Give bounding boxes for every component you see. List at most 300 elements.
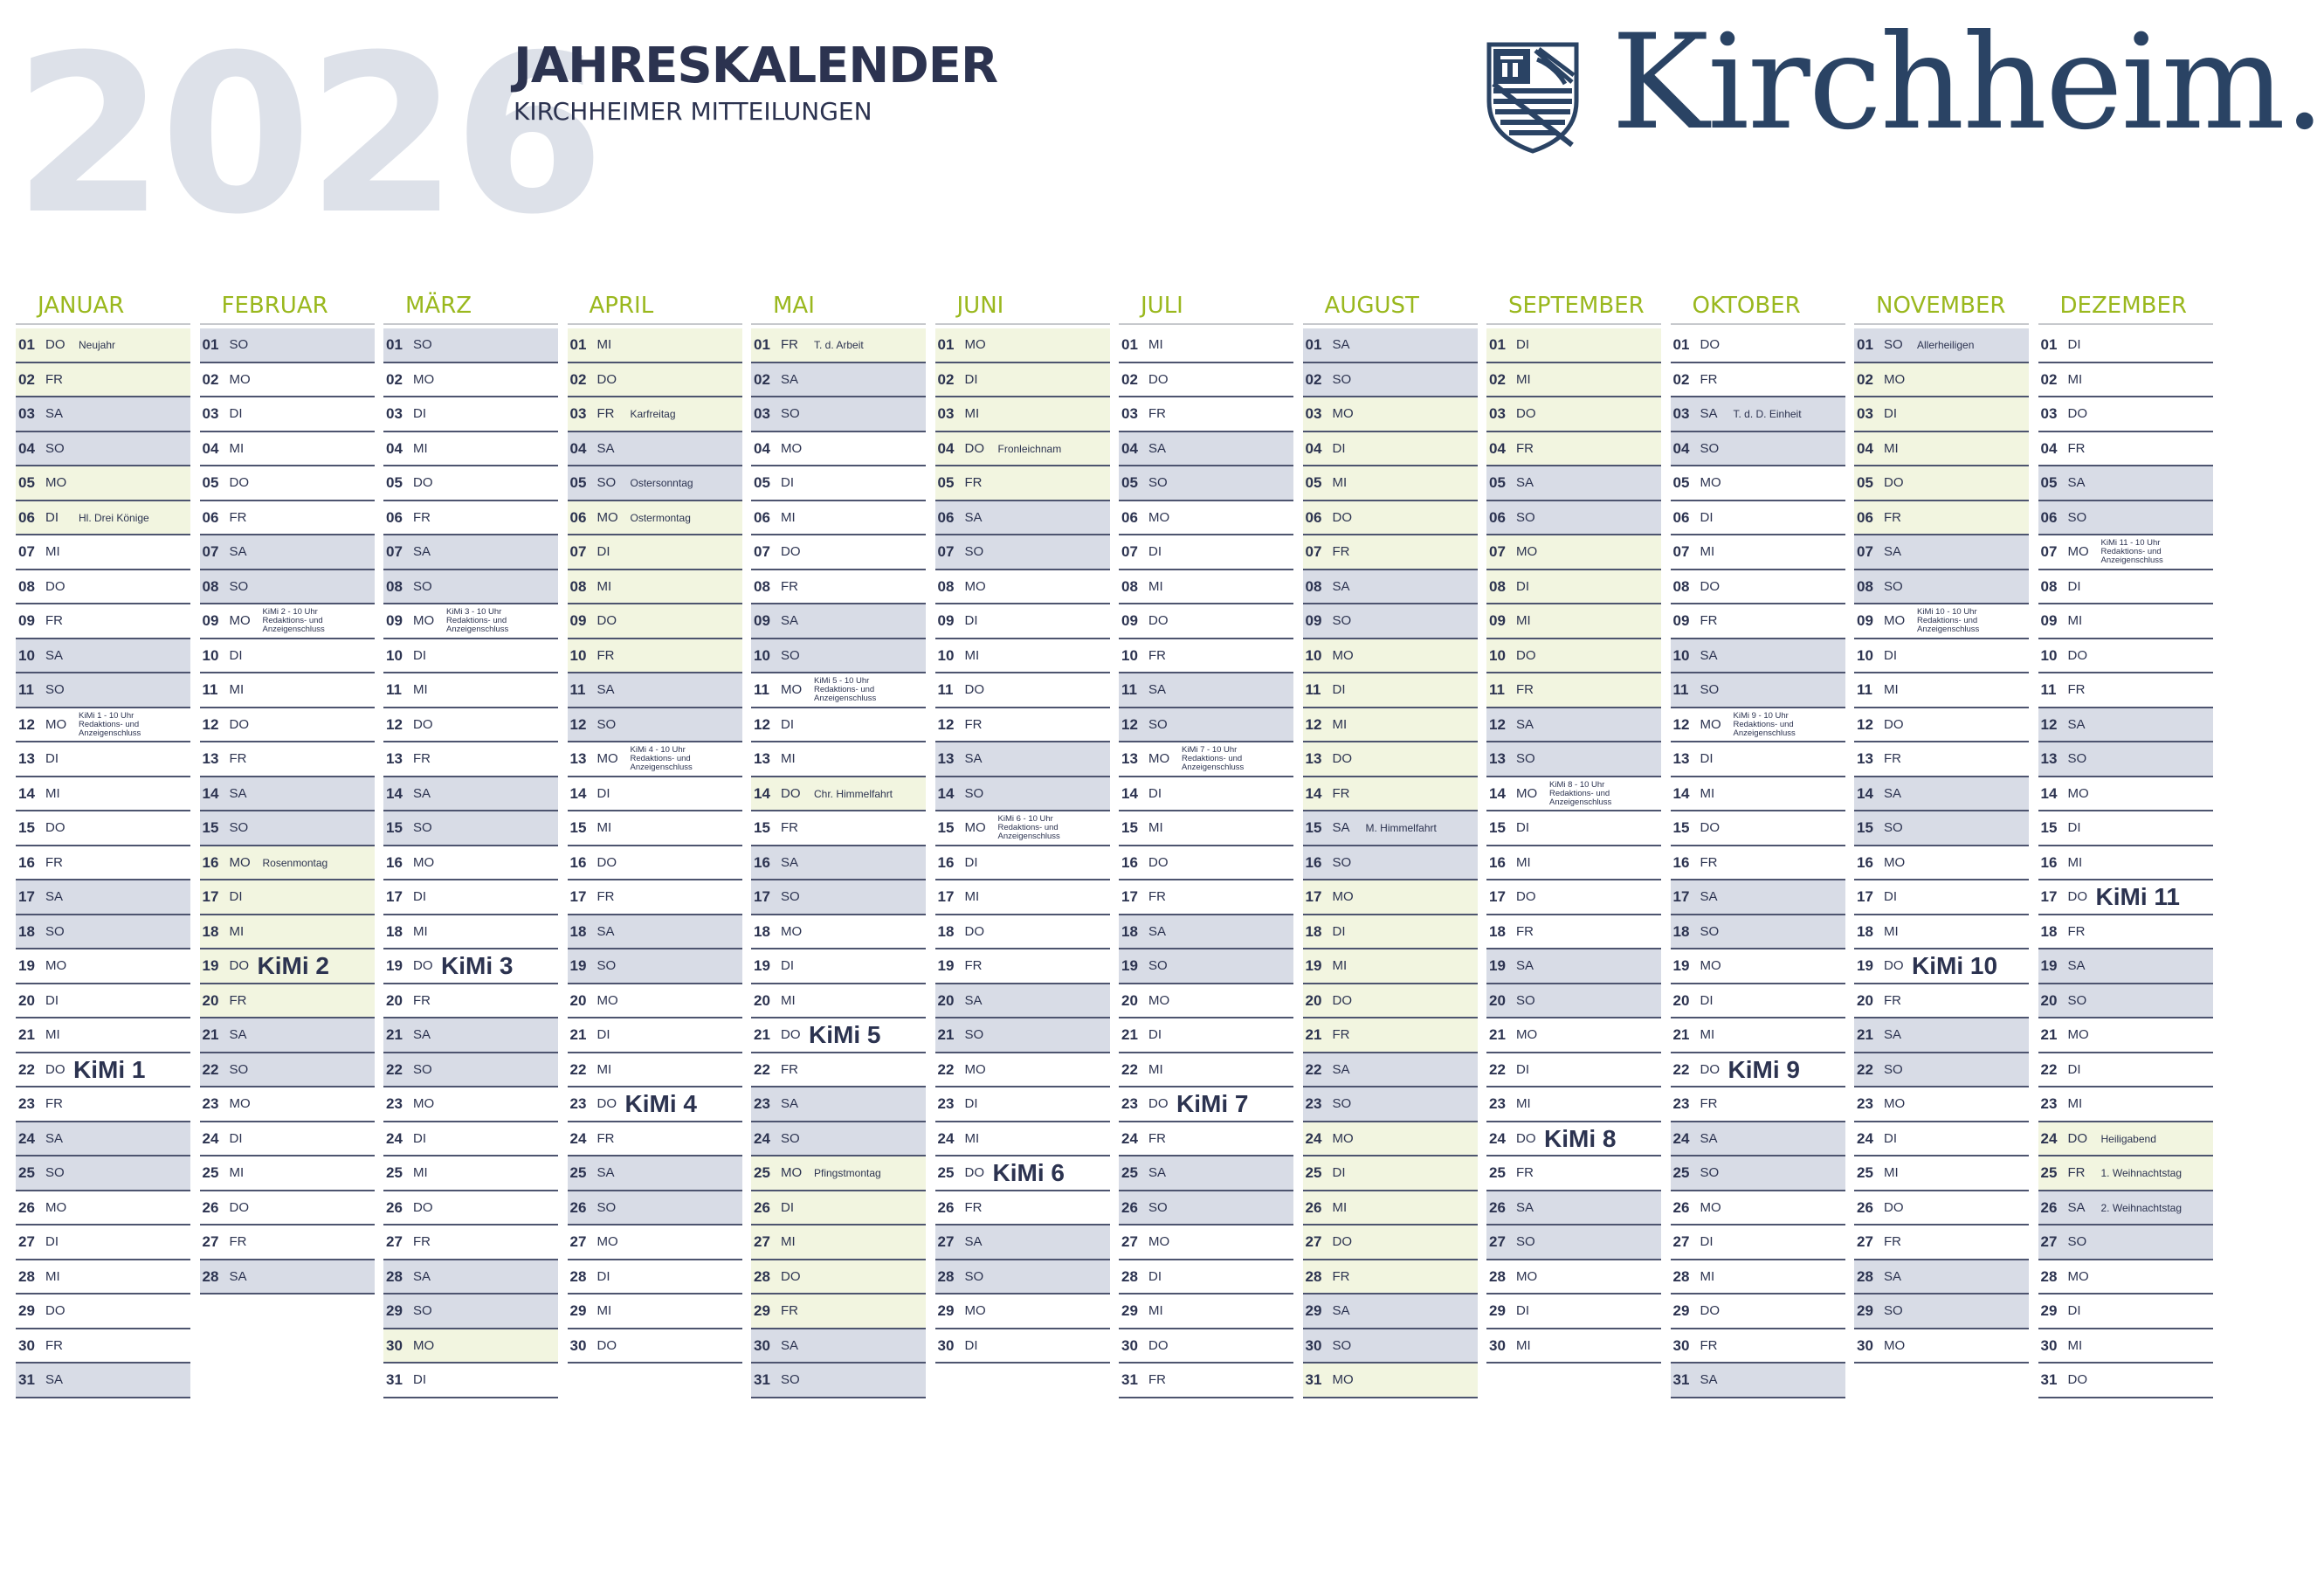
day-row: [935, 1294, 1110, 1329]
day-row: [935, 880, 1110, 915]
weekday-label: SA: [1700, 889, 1718, 904]
day-row: [568, 1087, 742, 1122]
day-number: 13: [1672, 750, 1690, 767]
weekday-label: DI: [413, 889, 426, 904]
month-name: MAI: [751, 288, 926, 325]
weekday-label: DO: [1148, 1096, 1169, 1111]
holiday-label: Rosenmontag: [262, 856, 328, 869]
day-row: [1119, 777, 1293, 812]
weekday-label: MO: [1148, 509, 1170, 525]
day-number: 12: [1489, 715, 1506, 733]
weekday-label: DI: [1884, 406, 1897, 421]
month-name: APRIL: [568, 288, 742, 325]
weekday-label: MI: [964, 647, 980, 663]
day-row: [2038, 1260, 2213, 1295]
day-number: 08: [1121, 577, 1138, 595]
day-number: 22: [754, 1060, 770, 1078]
day-row: [1119, 708, 1293, 743]
day-number: 05: [937, 474, 955, 491]
day-row: [935, 363, 1110, 398]
weekday-label: FR: [1332, 785, 1350, 801]
day-number: 15: [1121, 819, 1138, 836]
day-number: 12: [569, 715, 587, 733]
day-number: 27: [1121, 1233, 1138, 1250]
day-number: 28: [386, 1267, 403, 1285]
day-row: [1486, 1122, 1661, 1157]
day-number: 27: [1857, 1233, 1873, 1250]
weekday-label: FR: [597, 889, 615, 904]
day-number: 12: [18, 715, 35, 733]
day-number: 26: [18, 1198, 35, 1216]
day-number: 26: [569, 1198, 587, 1216]
weekday-label: SO: [413, 1303, 432, 1318]
day-row: [1119, 811, 1293, 846]
day-row: [1303, 1364, 1478, 1398]
day-row: [751, 1364, 926, 1398]
weekday-label: MO: [229, 613, 251, 628]
day-row: [751, 1191, 926, 1226]
weekday-label: SO: [1516, 509, 1535, 525]
day-number: 16: [1672, 853, 1690, 871]
weekday-label: MI: [1332, 716, 1348, 732]
day-number: 14: [202, 784, 219, 802]
day-row: [16, 1122, 190, 1157]
day-row: [935, 397, 1110, 432]
weekday-label: MO: [1700, 716, 1721, 732]
day-list: [2038, 328, 2213, 1398]
day-number: 15: [2040, 819, 2058, 836]
weekday-label: DO: [597, 1337, 617, 1353]
weekday-label: SO: [1332, 371, 1352, 387]
weekday-label: FR: [964, 716, 983, 732]
weekday-label: SA: [2067, 1199, 2086, 1215]
day-row: [2038, 570, 2213, 605]
day-row: [935, 949, 1110, 984]
day-row: [1303, 535, 1478, 570]
day-number: 19: [1305, 957, 1322, 974]
day-number: 20: [2040, 991, 2058, 1009]
weekday-label: DO: [1884, 716, 1904, 732]
day-row: [1854, 1225, 2029, 1260]
weekday-label: FR: [229, 992, 247, 1008]
day-number: 22: [1672, 1060, 1690, 1078]
weekday-label: MO: [1884, 1337, 1906, 1353]
weekday-label: DO: [597, 854, 617, 870]
day-row: [568, 1156, 742, 1191]
day-row: [16, 570, 190, 605]
weekday-label: SA: [45, 1130, 64, 1146]
day-row: [1854, 708, 2029, 743]
month-column: [751, 288, 926, 1398]
weekday-label: DI: [1516, 820, 1529, 835]
weekday-label: MI: [2067, 613, 2083, 628]
day-number: 03: [754, 405, 770, 422]
day-row: [2038, 811, 2213, 846]
day-row: [1119, 742, 1293, 777]
day-number: 30: [754, 1336, 770, 1354]
day-row: [383, 1087, 558, 1122]
day-row: [1119, 604, 1293, 639]
day-list: [1486, 328, 1661, 1364]
weekday-label: FR: [413, 992, 431, 1008]
month-column: [1671, 288, 1845, 1398]
weekday-label: MI: [1700, 544, 1715, 559]
day-row: [1303, 915, 1478, 950]
year-heading: 2026: [13, 8, 600, 262]
day-row: [1671, 432, 1845, 467]
weekday-label: SA: [2067, 716, 2086, 732]
weekday-label: MI: [1884, 923, 1899, 939]
weekday-label: MI: [1700, 1268, 1715, 1284]
day-number: 09: [569, 612, 587, 629]
day-number: 06: [2040, 508, 2058, 526]
weekday-label: DO: [1516, 406, 1536, 421]
day-row: [1486, 397, 1661, 432]
weekday-label: DO: [1332, 1234, 1352, 1249]
holiday-label: 1. Weihnachtstag: [2100, 1167, 2183, 1179]
day-row: [935, 811, 1110, 846]
day-number: 01: [1305, 336, 1322, 353]
day-row: [1671, 777, 1845, 812]
weekday-label: SO: [964, 544, 984, 559]
day-row: [2038, 742, 2213, 777]
day-row: [751, 673, 926, 708]
day-row: [1671, 397, 1845, 432]
day-row: [568, 984, 742, 1019]
day-row: [2038, 708, 2213, 743]
day-row: [1854, 501, 2029, 536]
weekday-label: DI: [1700, 509, 1714, 525]
day-number: 29: [386, 1302, 403, 1319]
day-row: [568, 466, 742, 501]
weekday-label: MI: [1700, 1027, 1715, 1042]
weekday-label: FR: [1148, 1372, 1166, 1387]
day-number: 16: [1121, 853, 1138, 871]
weekday-label: DI: [1332, 1165, 1346, 1180]
day-number: 24: [1489, 1129, 1506, 1147]
weekday-label: SO: [781, 1130, 800, 1146]
weekday-label: FR: [2067, 923, 2086, 939]
day-number: 03: [937, 405, 955, 422]
day-row: [200, 811, 375, 846]
day-number: 24: [1672, 1129, 1690, 1147]
day-number: 07: [754, 543, 770, 560]
day-row: [200, 984, 375, 1019]
day-row: [1486, 363, 1661, 398]
day-number: 28: [754, 1267, 770, 1285]
day-row: [1854, 639, 2029, 674]
weekday-label: MI: [2067, 371, 2083, 387]
day-number: 10: [1305, 646, 1322, 664]
day-number: 06: [202, 508, 219, 526]
day-row: [1486, 708, 1661, 743]
day-number: 21: [202, 1026, 219, 1043]
day-row: [751, 432, 926, 467]
weekday-label: DI: [1148, 1268, 1162, 1284]
day-row: [383, 501, 558, 536]
weekday-label: FR: [1516, 440, 1534, 456]
day-number: 27: [386, 1233, 403, 1250]
day-row: [1671, 742, 1845, 777]
day-number: 25: [1489, 1164, 1506, 1181]
day-number: 08: [1305, 577, 1322, 595]
day-row: [1486, 604, 1661, 639]
day-number: 26: [1857, 1198, 1873, 1216]
day-number: 25: [1857, 1164, 1873, 1181]
day-number: 26: [1672, 1198, 1690, 1216]
day-row: [1486, 1260, 1661, 1295]
day-number: 03: [1857, 405, 1873, 422]
month-name: AUGUST: [1303, 288, 1478, 325]
day-number: 29: [2040, 1302, 2058, 1319]
weekday-label: SA: [1516, 958, 1534, 973]
day-number: 04: [2040, 439, 2058, 457]
day-row: [1119, 639, 1293, 674]
day-number: 28: [1121, 1267, 1138, 1285]
day-number: 17: [1857, 888, 1873, 905]
day-number: 15: [937, 819, 955, 836]
deadline-note: KiMi 6 - 10 Uhr Redaktions- und Anzeigenschluss: [997, 814, 1060, 841]
day-number: 09: [937, 612, 955, 629]
day-number: 25: [18, 1164, 35, 1181]
weekday-label: DI: [1332, 923, 1346, 939]
weekday-label: MO: [2067, 1268, 2089, 1284]
day-row: [383, 535, 558, 570]
day-number: 05: [569, 474, 587, 491]
weekday-label: FR: [597, 406, 615, 421]
day-number: 09: [202, 612, 219, 629]
weekday-label: DI: [413, 1372, 426, 1387]
day-row: [935, 984, 1110, 1019]
day-number: 20: [202, 991, 219, 1009]
day-number: 03: [2040, 405, 2058, 422]
weekday-label: MI: [229, 440, 245, 456]
day-number: 23: [1857, 1095, 1873, 1112]
day-row: [1854, 1053, 2029, 1088]
day-number: 30: [937, 1336, 955, 1354]
day-list: [1303, 328, 1478, 1398]
day-row: [1671, 570, 1845, 605]
day-row: [751, 1122, 926, 1157]
day-row: [2038, 915, 2213, 950]
day-row: [1303, 1191, 1478, 1226]
weekday-label: MI: [1516, 613, 1531, 628]
day-number: 22: [1489, 1060, 1506, 1078]
day-number: 10: [1857, 646, 1873, 664]
weekday-label: SO: [45, 682, 65, 697]
day-number: 11: [2040, 681, 2057, 698]
day-row: [751, 880, 926, 915]
day-row: [1303, 328, 1478, 363]
day-row: [2038, 328, 2213, 363]
day-row: [1119, 846, 1293, 881]
weekday-label: SO: [1516, 1234, 1535, 1249]
day-row: [16, 1225, 190, 1260]
weekday-label: FR: [1884, 509, 1901, 525]
day-number: 26: [2040, 1198, 2058, 1216]
day-number: 09: [2040, 612, 2058, 629]
weekday-label: FR: [229, 1234, 247, 1249]
day-number: 06: [1672, 508, 1690, 526]
day-list: [935, 328, 1110, 1364]
weekday-label: SO: [1700, 923, 1720, 939]
day-number: 12: [2040, 715, 2058, 733]
day-number: 09: [1672, 612, 1690, 629]
weekday-label: MI: [781, 751, 796, 766]
day-number: 05: [1305, 474, 1322, 491]
weekday-label: DI: [45, 509, 59, 525]
weekday-label: MO: [1332, 647, 1354, 663]
day-row: [751, 397, 926, 432]
day-row: [16, 846, 190, 881]
day-number: 23: [18, 1095, 35, 1112]
weekday-label: MI: [964, 1130, 980, 1146]
weekday-label: DO: [45, 578, 66, 594]
day-row: [751, 328, 926, 363]
day-row: [935, 673, 1110, 708]
weekday-label: DO: [45, 337, 66, 352]
deadline-note: KiMi 3 - 10 Uhr Redaktions- und Anzeigenschluss: [446, 607, 509, 634]
weekday-label: DO: [413, 716, 433, 732]
day-row: [1671, 984, 1845, 1019]
weekday-label: MO: [1148, 1234, 1170, 1249]
weekday-label: MI: [597, 820, 612, 835]
day-list: [751, 328, 926, 1398]
day-row: [200, 570, 375, 605]
day-row: [751, 535, 926, 570]
day-row: [1854, 397, 2029, 432]
weekday-label: SO: [1516, 992, 1535, 1008]
day-row: [1119, 466, 1293, 501]
weekday-label: FR: [1148, 406, 1166, 421]
day-number: 28: [1489, 1267, 1506, 1285]
month-column: [1486, 288, 1661, 1364]
day-row: [1486, 949, 1661, 984]
day-number: 11: [569, 681, 586, 698]
day-number: 05: [202, 474, 219, 491]
day-row: [1671, 1329, 1845, 1364]
day-row: [1119, 1087, 1293, 1122]
day-number: 19: [202, 957, 219, 974]
day-row: [1854, 1087, 2029, 1122]
weekday-label: DO: [1700, 820, 1720, 835]
day-row: [16, 1156, 190, 1191]
weekday-label: SO: [1700, 682, 1720, 697]
weekday-label: SA: [1516, 716, 1534, 732]
day-row: [1119, 1260, 1293, 1295]
weekday-label: FR: [2067, 682, 2086, 697]
day-row: [568, 777, 742, 812]
weekday-label: MO: [229, 854, 251, 870]
day-number: 02: [1672, 370, 1690, 388]
weekday-label: DO: [964, 923, 984, 939]
day-row: [2038, 949, 2213, 984]
day-number: 07: [569, 543, 587, 560]
day-number: 20: [754, 991, 770, 1009]
day-number: 16: [386, 853, 403, 871]
weekday-label: DO: [2067, 647, 2087, 663]
day-row: [383, 1053, 558, 1088]
day-row: [2038, 673, 2213, 708]
weekday-label: SO: [2067, 751, 2087, 766]
weekday-label: SA: [1884, 1027, 1902, 1042]
day-number: 01: [2040, 336, 2058, 353]
day-row: [751, 604, 926, 639]
day-row: [1119, 1329, 1293, 1364]
weekday-label: DI: [964, 1337, 978, 1353]
day-row: [935, 777, 1110, 812]
weekday-label: MO: [781, 682, 803, 697]
day-number: 03: [386, 405, 403, 422]
day-number: 10: [569, 646, 587, 664]
day-row: [1671, 466, 1845, 501]
day-row: [1671, 1018, 1845, 1053]
weekday-label: SO: [1700, 1165, 1720, 1180]
day-number: 20: [18, 991, 35, 1009]
weekday-label: SA: [45, 406, 64, 421]
day-row: [383, 1260, 558, 1295]
weekday-label: DO: [1700, 578, 1720, 594]
day-number: 20: [1305, 991, 1322, 1009]
day-row: [383, 604, 558, 639]
weekday-label: SA: [413, 1027, 431, 1042]
weekday-label: MI: [1332, 1199, 1348, 1215]
day-row: [1486, 1087, 1661, 1122]
day-number: 23: [386, 1095, 403, 1112]
day-number: 24: [1121, 1129, 1138, 1147]
day-row: [2038, 1053, 2213, 1088]
day-row: [568, 639, 742, 674]
day-number: 10: [1121, 646, 1138, 664]
holiday-label: Karfreitag: [630, 408, 676, 420]
weekday-label: SA: [964, 751, 983, 766]
day-number: 02: [1305, 370, 1322, 388]
day-number: 14: [386, 784, 403, 802]
day-row: [383, 949, 558, 984]
weekday-label: DI: [1332, 682, 1346, 697]
weekday-label: MI: [1148, 820, 1163, 835]
day-number: 22: [1305, 1060, 1322, 1078]
weekday-label: FR: [229, 509, 247, 525]
weekday-label: FR: [781, 1061, 798, 1077]
month-name: JANUAR: [16, 288, 190, 325]
day-row: [1303, 742, 1478, 777]
day-row: [200, 1156, 375, 1191]
day-row: [200, 535, 375, 570]
weekday-label: MI: [45, 785, 60, 801]
weekday-label: FR: [1700, 1096, 1718, 1111]
weekday-label: DI: [964, 854, 978, 870]
deadline-note: KiMi 5 - 10 Uhr Redaktions- und Anzeigenschluss: [814, 676, 877, 703]
holiday-label: M. Himmelfahrt: [1365, 822, 1437, 834]
day-number: 26: [1489, 1198, 1506, 1216]
day-row: [751, 1294, 926, 1329]
day-row: [16, 811, 190, 846]
weekday-label: DI: [413, 1130, 426, 1146]
day-row: [200, 432, 375, 467]
day-number: 26: [386, 1198, 403, 1216]
day-number: 10: [754, 646, 770, 664]
day-row: [568, 570, 742, 605]
weekday-label: MO: [781, 923, 803, 939]
weekday-label: SO: [964, 785, 984, 801]
day-row: [751, 1260, 926, 1295]
day-row: [935, 1122, 1110, 1157]
day-row: [1671, 673, 1845, 708]
day-row: [751, 1018, 926, 1053]
day-row: [2038, 1087, 2213, 1122]
weekday-label: SA: [413, 544, 431, 559]
